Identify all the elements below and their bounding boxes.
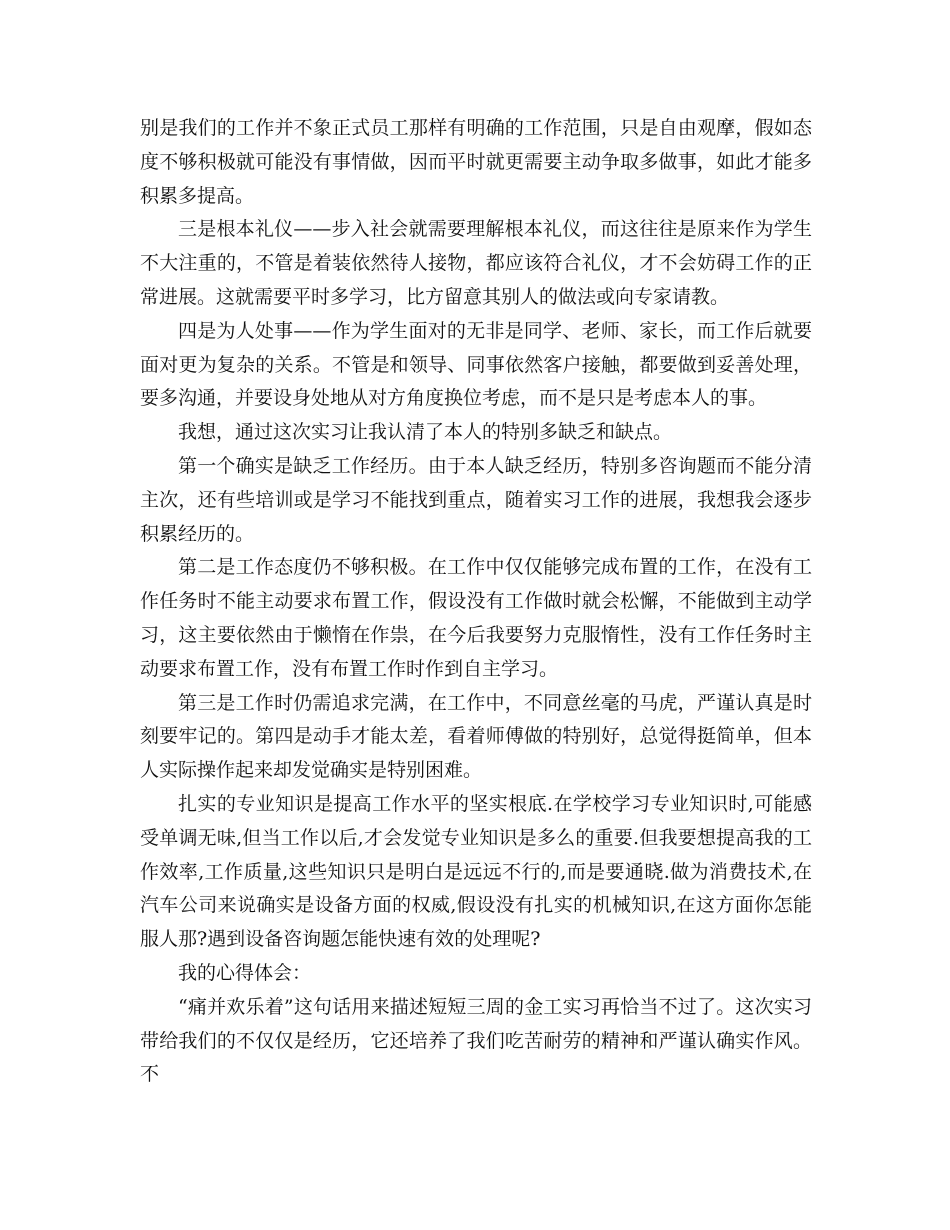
paragraph-second-shortcoming: 第二是工作态度仍不够积极。在工作中仅仅能够完成布置的工作，在没有工作任务时不能主动要求布置工作，假设没有工作做时就会松懈，不能做到主动学习，这主要依然由于懒惰在作祟，在今后我要努力克服惰性，没有工作任务时主动要求布置工作，没有布置工作时作到自主学习。 [140, 556, 812, 680]
paragraph-interpersonal: 四是为人处事——作为学生面对的无非是同学、老师、家长，而工作后就要面对更为复杂的关系。不管是和领导、同事依然客户接触，都要做到妥善处理，要多沟通，并要设身处地从对方角度换位考虑，而不是只是考虑本人的事。 [140, 319, 812, 410]
paragraph-professional-knowledge: 扎实的专业知识是提高工作水平的坚实根底.在学校学习专业知识时,可能感受单调无味,但当工作以后,才会发觉专业知识是多么的重要.但我要想提高我的工作效率,工作质量,这些知识只是明白是远远不行的,而是要通晓.做为消费技术,在汽车公司来说确实是设备方面的权威,假设没有扎实的机械知识,在这方面你怎能服人那?遇到设备咨询题怎能快速有效的处理呢? [140, 792, 812, 951]
paragraph-first-shortcoming: 第一个确实是缺乏工作经历。由于本人缺乏经历，特别多咨询题而不能分清主次，还有些培训或是学习不能找到重点，随着实习工作的进展，我想我会逐步积累经历的。 [140, 454, 812, 545]
paragraph-etiquette: 三是根本礼仪——步入社会就需要理解根本礼仪，而这往往是原来作为学生不大注重的，不管是着装依然待人接物，都应该符合礼仪，才不会妨碍工作的正常进展。这就需要平时多学习，比方留意其别人的做法或向专家请教。 [140, 218, 812, 308]
paragraph-experience-body: “痛并欢乐着”这句话用来描述短短三周的金工实习再恰当不过了。这次实习带给我们的不仅仅是经历，它还培养了我们吃苦耐劳的精神和严谨认确实作风。不 [140, 995, 812, 1086]
paragraph-reflection-intro: 我想，通过这次实习让我认清了本人的特别多缺乏和缺点。 [178, 421, 673, 444]
paragraph-experience-heading: 我的心得体会： [178, 961, 312, 984]
paragraph-continuation: 别是我们的工作并不象正式员工那样有明确的工作范围，只是自由观摩，假如态度不够积极就可能没有事情做，因而平时就更需要主动争取多做事，如此才能多积累多提高。 [140, 117, 812, 207]
paragraph-third-fourth-shortcoming: 第三是工作时仍需追求完满，在工作中，不同意丝毫的马虎，严谨认真是时刻要牢记的。第四是动手才能太差，看着师傅做的特别好，总觉得挺简单，但本人实际操作起来却发觉确实是特别困难。 [140, 691, 812, 782]
document-body [140, 112, 812, 1092]
